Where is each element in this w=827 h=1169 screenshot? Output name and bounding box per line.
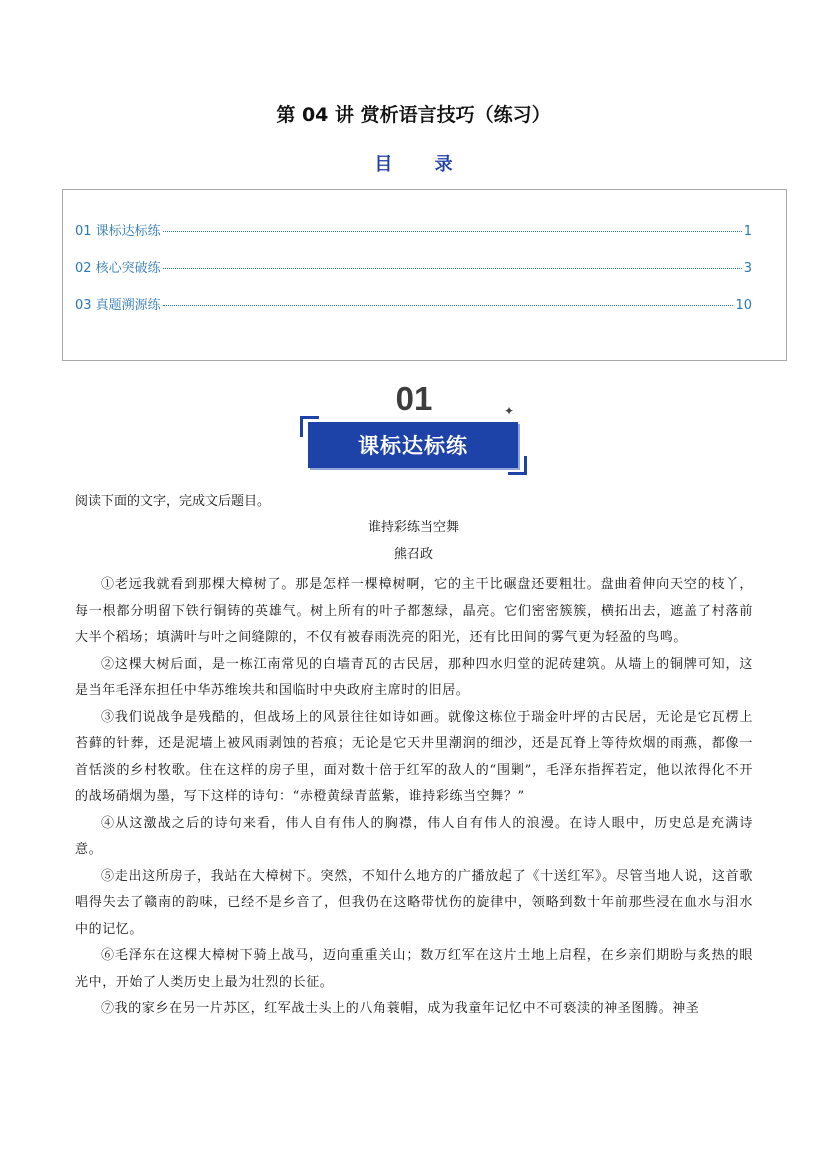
paragraph: ③我们说战争是残酷的，但战场上的风景往往如诗如画。就像这栋位于瑞金叶坪的古民居，无论是它瓦楞上苔藓的针葬，还是泥墙上被风雨剥蚀的苔痕；无论是它天井里潮润的细沙，还是瓦脊上等待炊烟的雨燕，都像一首恬淡的乡村牧歌。住在这样的房子里，面对数十倍于红军的敌人的“围剿”，毛泽东指挥若定，他以浓得化不开的战场硝烟为墨，写下这样的诗句：“赤橙黄绿青蓝紫，谁持彩练当空舞？” (75, 709, 753, 804)
table-of-contents (62, 189, 787, 361)
section-number: 01 (395, 380, 433, 417)
article-title: 谁持彩练当空舞 (367, 520, 459, 535)
toc-leader-dots (163, 305, 734, 306)
article-body (75, 572, 753, 1023)
corner-bracket-icon (508, 456, 527, 475)
toc-item-label[interactable]: 02 核心突破练 (75, 261, 161, 276)
sparkle-icon: ✦ (504, 404, 515, 418)
toc-item-2[interactable] (75, 257, 752, 275)
toc-leader-dots (163, 268, 742, 269)
exercise-instruction: 阅读下面的文字，完成文后题目。 (75, 494, 271, 509)
toc-item-page[interactable]: 10 (735, 298, 752, 313)
toc-heading: 目 录 (374, 154, 471, 175)
toc-leader-dots (163, 231, 742, 232)
paragraph: ⑤走出这所房子，我站在大樟树下。突然，不知什么地方的广播放起了《十送红军》。尽管当地人说，这首歌唱得失去了赣南的韵味，已经不是乡音了，但我仍在这略带忧伤的旋律中，领略到数十年前那些浸在血水与泪水中的记忆。 (75, 868, 753, 937)
section-title-box (308, 422, 518, 468)
section-badge (298, 380, 530, 476)
article-author: 熊召政 (393, 547, 433, 562)
page-title: 第 04 讲 赏析语言技巧（练习） (276, 104, 551, 126)
toc-item-page[interactable]: 1 (743, 224, 752, 239)
toc-item-label[interactable]: 03 真题溯源练 (75, 298, 161, 313)
section-title: 课标达标练 (358, 434, 468, 458)
paragraph: ②这棵大树后面，是一栋江南常见的白墙青瓦的古民居，那种四水归堂的泥砖建筑。从墙上的铜牌可知，这是当年毛泽东担任中华苏维埃共和国临时中央政府主席时的旧居。 (75, 656, 753, 698)
toc-item-1[interactable] (75, 220, 752, 238)
paragraph: ⑦我的家乡在另一片苏区，红军战士头上的八角蓑帽，成为我童年记忆中不可亵渎的神圣图腾。神圣 (101, 1001, 700, 1016)
paragraph: ⑥毛泽东在这棵大樟树下骑上战马，迈向重重关山；数万红军在这片土地上启程，在乡亲们期盼与炙热的眼光中，开始了人类历史上最为壮烈的长征。 (75, 948, 753, 990)
toc-item-3[interactable] (75, 294, 752, 312)
toc-item-label[interactable]: 01 课标达标练 (75, 224, 161, 239)
toc-item-page[interactable]: 3 (743, 261, 752, 276)
paragraph: ①老远我就看到那棵大樟树了。那是怎样一棵樟树啊，它的主干比碾盘还要粗壮。盘曲着伸向天空的枝丫，每一根都分明留下铁行铜铸的英雄气。树上所有的叶子都葱绿，晶亮。它们密密簇簇，横拓出去，遮盖了村落前大半个稻场；填满叶与叶之间缝隙的，不仅有被春雨洗亮的阳光，还有比田间的雾气更为轻盈的鸟鸣。 (75, 577, 753, 645)
paragraph: ④从这激战之后的诗句来看，伟人自有伟人的胸襟，伟人自有伟人的浪漫。在诗人眼中，历史总是充满诗意。 (75, 815, 753, 857)
